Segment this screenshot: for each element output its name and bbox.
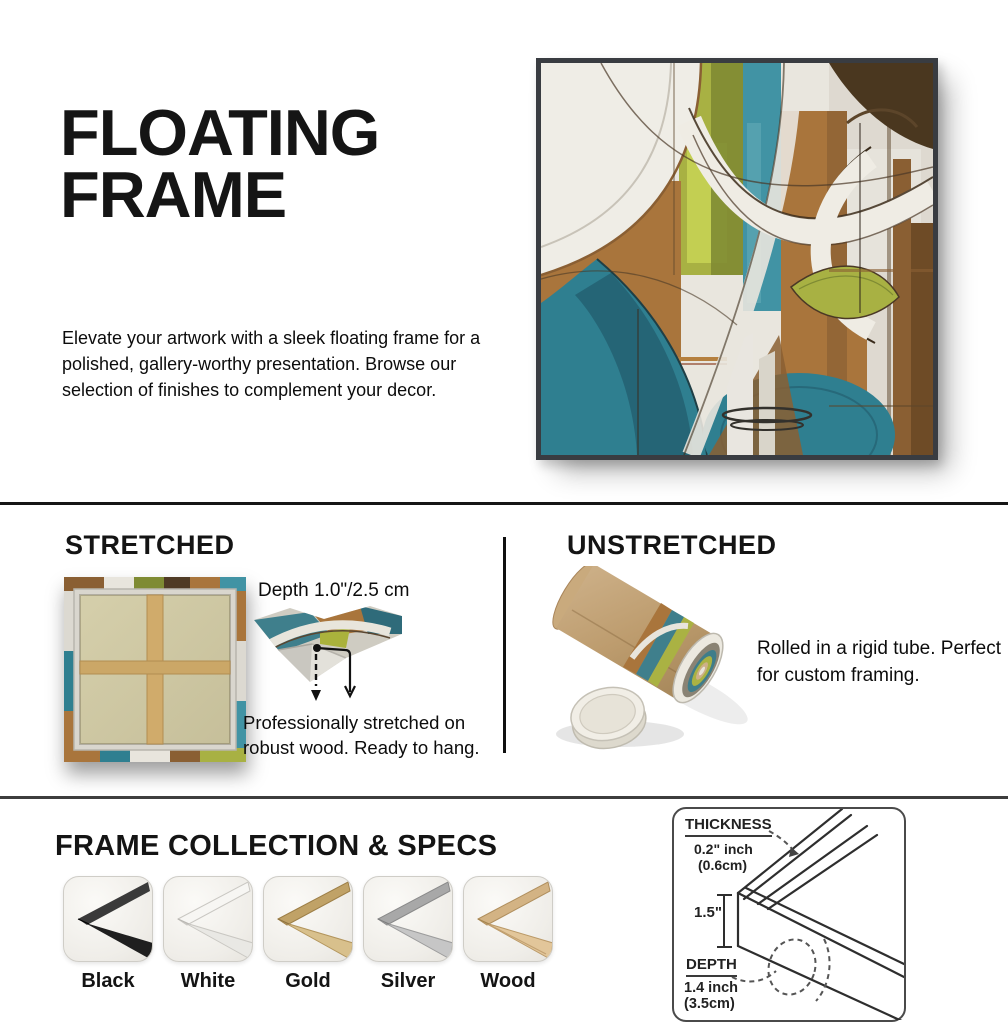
depth-spec-label: DEPTH (686, 956, 737, 977)
thickness-label: THICKNESS (685, 816, 772, 837)
depth-label: Depth 1.0"/2.5 cm (258, 580, 410, 601)
unstretched-heading: UNSTRETCHED (567, 530, 777, 560)
frame-swatch-label: Wood (480, 970, 536, 992)
page-title-line2: FRAME (60, 158, 287, 232)
collection-heading: FRAME COLLECTION & SPECS (55, 830, 498, 862)
shipping-tube-photo (548, 566, 753, 766)
frame-swatch-label: Gold (285, 970, 331, 992)
stretched-heading: STRETCHED (65, 530, 235, 560)
frame-corner-image-silver (363, 876, 453, 962)
frame-swatch-white (163, 876, 253, 993)
unstretched-caption: Rolled in a rigid tube. Perfect for custom framing. (757, 638, 1001, 686)
frame-swatch-label: Silver (380, 970, 436, 992)
frame-corner-image-wood (463, 876, 553, 962)
frame-swatch-label: White (180, 970, 236, 992)
canvas-corner-diagram (250, 604, 414, 711)
thickness-value: 0.2" inch (694, 841, 753, 857)
frame-corner-image-gold (263, 876, 353, 962)
frame-swatch-gold (263, 876, 353, 993)
stretched-canvas-photo (64, 577, 246, 762)
thickness-metric: (0.6cm) (698, 857, 748, 873)
frame-corner-image-black (63, 876, 153, 962)
section-divider-top (0, 502, 1008, 505)
frame-height-value: 1.5" (694, 904, 722, 921)
depth-spec-metric: (3.5cm) (684, 996, 735, 1012)
frame-swatch-row (63, 876, 553, 993)
frame-corner-image-white (163, 876, 253, 962)
hero-description: Elevate your artwork with a sleek floating frame for a polished, gallery-worthy presentation. Browse our selection of finishes to complement your decor. (62, 328, 481, 400)
frame-swatch-silver (363, 876, 453, 993)
framed-artwork-photo (536, 58, 938, 460)
stretched-caption: Professionally stretched on robust wood. Ready to hang. (243, 712, 480, 759)
frame-swatch-black (63, 876, 153, 993)
page-title (60, 96, 380, 232)
section-divider-bottom (0, 796, 1008, 799)
frame-swatch-wood (463, 876, 553, 993)
frame-spec-diagram (672, 807, 906, 1022)
abstract-artwork-image (541, 63, 933, 455)
page-title-line1: FLOATING (60, 96, 380, 169)
frame-swatch-label: Black (81, 970, 135, 992)
depth-spec-value: 1.4 inch (684, 980, 738, 996)
